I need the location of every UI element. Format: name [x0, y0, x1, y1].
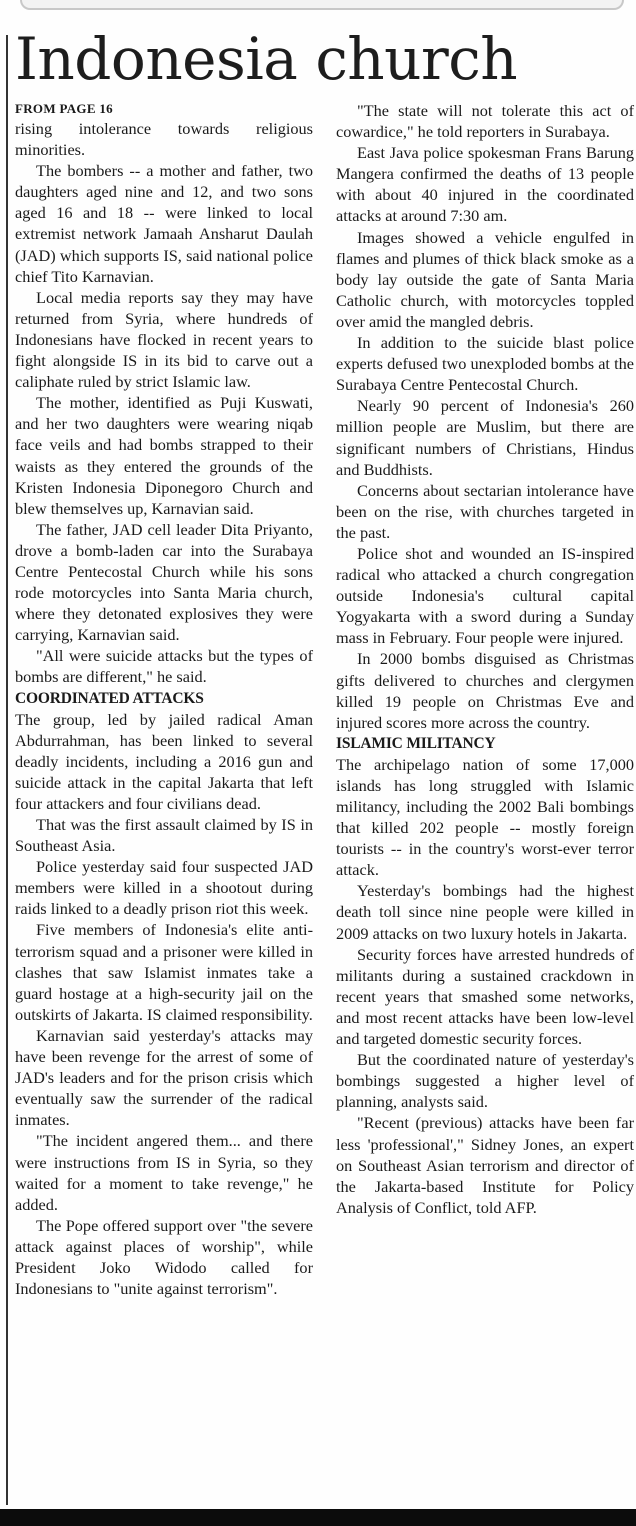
- article-paragraph: The Pope offered support over "the severe attack against places of worship", while President Joko Widodo called for Indonesians to "unite against terrorism".: [15, 1215, 313, 1299]
- article-paragraph: Local media reports say they may have returned from Syria, where hundreds of Indonesians have flocked in recent years to fight alongside IS in its bid to carve out a caliphate ruled by strict Islamic law.: [15, 287, 313, 392]
- article-paragraph: "All were suicide attacks but the types of bombs are different," he said.: [15, 646, 313, 687]
- article-paragraph: In 2000 bombs disguised as Christmas gifts delivered to churches and clergymen killed 19 people on Christmas Eve and injured scores more across the country.: [336, 649, 634, 732]
- headline: Indonesia church: [15, 25, 518, 93]
- article-paragraph: The father, JAD cell leader Dita Priyanto, drove a bomb-laden car into the Surabaya Centre Pentecostal Church while his sons rode motorcycles into Santa Maria church, where they detonated explosives they were carrying, Karnavian said.: [15, 519, 313, 645]
- article-paragraph: Security forces have arrested hundreds of militants during a sustained crackdown in recent years that smashed some networks, and most recent attacks have been low-level and targeted domestic security forces.: [336, 944, 634, 1049]
- bottom-edge-bar: [0, 1509, 636, 1526]
- continued-from-kicker: FROM PAGE 16: [15, 101, 113, 116]
- article-paragraph: Five members of Indonesia's elite anti-terrorism squad and a prisoner were killed in clashes that saw Islamist inmates take a guard hostage at a high-security jail on the outskirts of Jakarta. IS claimed responsibility.: [15, 920, 313, 1024]
- left-column-body: [15, 118, 313, 1299]
- article-paragraph: Yesterday's bombings had the highest death toll since nine people were killed in 2009 attacks on two luxury hotels in Jakarta.: [336, 881, 634, 943]
- article-paragraph: The group, led by jailed radical Aman Abdurrahman, has been linked to several deadly incidents, including a 2016 gun and suicide attack in the capital Jakarta that left four attackers and four civilians dead.: [15, 709, 313, 813]
- article-paragraph: rising intolerance towards religious minorities.: [15, 119, 313, 160]
- article-paragraph: Police yesterday said four suspected JAD members were killed in a shootout during raids linked to a deadly prison riot this week.: [15, 857, 313, 919]
- column-rule: [6, 35, 8, 1505]
- article-paragraph: The bombers -- a mother and father, two daughters aged nine and 12, and two sons aged 16 and 18 -- were linked to local extremist network Jamaah Ansharut Daulah (JAD) which supports IS, said national police chief Tito Karnavian.: [15, 161, 313, 286]
- section-subhead: ISLAMIC MILITANCY: [336, 734, 496, 752]
- right-column-body: [336, 100, 634, 1218]
- article-paragraph: "Recent (previous) attacks have been far less 'professional'," Sidney Jones, an expert on Southeast Asian terrorism and director of the Jakarta-based Institute for Policy Analysis of Conflict, told AFP.: [336, 1113, 634, 1217]
- right-column: [336, 100, 634, 1218]
- article-paragraph: That was the first assault claimed by IS in Southeast Asia.: [15, 815, 313, 856]
- article-paragraph: The archipelago nation of some 17,000 islands has long struggled with Islamic militancy, including the 2002 Bali bombings that killed 202 people -- mostly foreign tourists -- in the country's worst-ever terror attack.: [336, 754, 634, 880]
- article-paragraph: "The incident angered them... and there were instructions from IS in Syria, so they waited for a moment to take revenge," he added.: [15, 1131, 313, 1214]
- article-paragraph: Karnavian said yesterday's attacks may have been revenge for the arrest of some of JAD's leaders and for the prison crisis which eventually saw the surrender of the radical inmates.: [15, 1025, 313, 1130]
- article-paragraph: Concerns about sectarian intolerance have been on the rise, with churches targeted in the past.: [336, 480, 634, 542]
- previous-page-edge: [20, 0, 624, 10]
- article-paragraph: The mother, identified as Puji Kuswati, and her two daughters were wearing niqab face veils and had bombs strapped to their waists as they entered the grounds of the Kristen Indonesia Diponegoro Church and blew themselves up, Karnavian said.: [15, 393, 313, 518]
- section-subhead: COORDINATED ATTACKS: [15, 689, 204, 707]
- article-paragraph: But the coordinated nature of yesterday's bombings suggested a higher level of planning, analysts said.: [336, 1050, 634, 1112]
- article-paragraph: "The state will not tolerate this act of cowardice," he told reporters in Surabaya.: [336, 101, 634, 142]
- article-paragraph: Police shot and wounded an IS-inspired radical who attacked a church congregation outside Indonesia's cultural capital Yogyakarta with a sword during a Sunday mass in February. Four people were injured.: [336, 543, 634, 648]
- article-paragraph: East Java police spokesman Frans Barung Mangera confirmed the deaths of 13 people with about 40 injured in the coordinated attacks at around 7:30 am.: [336, 143, 634, 226]
- left-column: [15, 100, 313, 1299]
- article-paragraph: Images showed a vehicle engulfed in flames and plumes of thick black smoke as a body lay outside the gate of Santa Maria Catholic church, with motorcycles toppled over amid the mangled debris.: [336, 227, 634, 331]
- article-paragraph: In addition to the suicide blast police experts defused two unexploded bombs at the Surabaya Centre Pentecostal Church.: [336, 333, 634, 395]
- article-paragraph: Nearly 90 percent of Indonesia's 260 million people are Muslim, but there are significant numbers of Christians, Hindus and Buddhists.: [336, 396, 634, 479]
